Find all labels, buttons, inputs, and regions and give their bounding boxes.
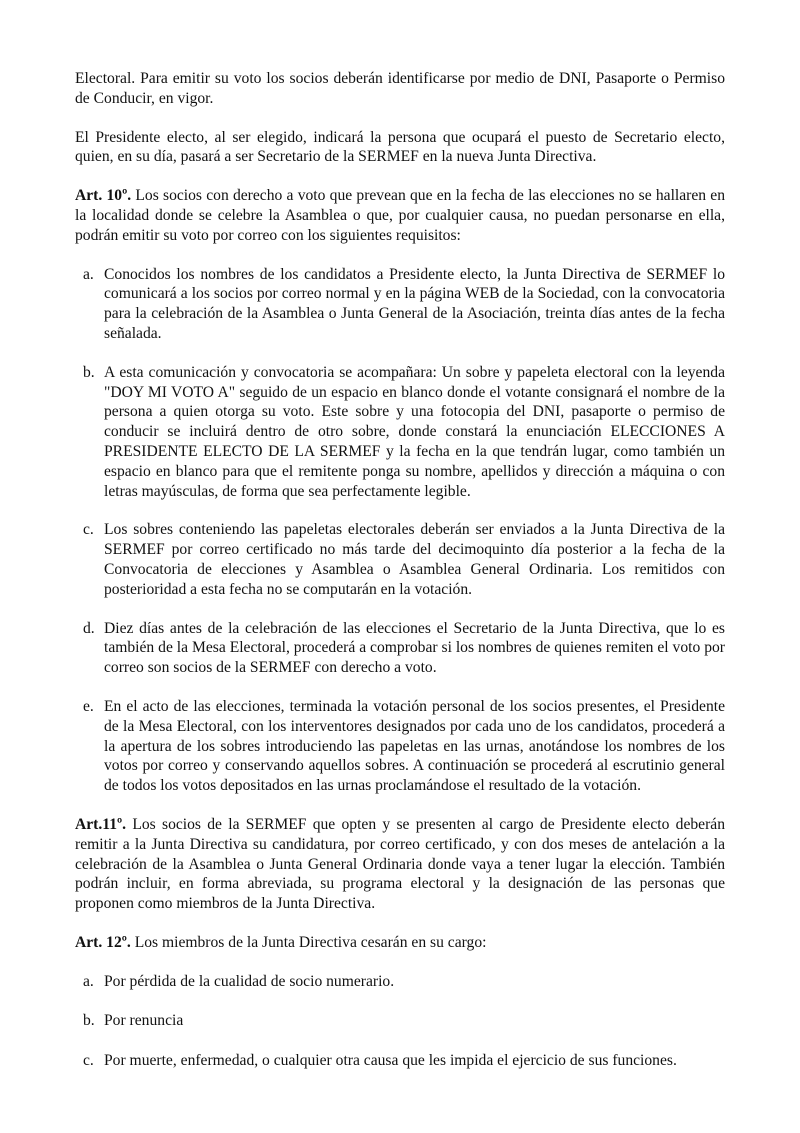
list-item-text: Los sobres conteniendo las papeletas electorales deberán ser enviados a la Junta Directiva de la SERMEF por correo certificado no más tarde del decimoquinto día posterior a la fecha de la Convocatoria de elecciones y Asamblea o Asamblea General Ordinaria. Los remitidos con posterioridad a esta fecha no se computarán en la votación.: [104, 521, 725, 598]
article-12-text: Los miembros de la Junta Directiva cesarán en su cargo:: [130, 933, 487, 951]
list-marker: b.: [83, 1012, 95, 1030]
article-10-list: [75, 265, 725, 796]
list-marker: d.: [83, 619, 95, 637]
list-item-text: Por muerte, enfermedad, o cualquier otra causa que les impida el ejercicio de sus funciones.: [104, 1052, 677, 1070]
list-item-text: Por pérdida de la cualidad de socio numerario.: [104, 972, 395, 990]
article-10-label: Art. 10º.: [75, 187, 132, 205]
list-item-text: En el acto de las elecciones, terminada la votación personal de los socios presentes, el Presidente de la Mesa Electoral, con los interventores designados por cada uno de los candidatos, procederá a la apertura de los sobres introduciendo las papeletas en las urnas, anotándose los nombres de los votos por correo y conservando aquellos sobres. A continuación se procederá al escrutinio general de todos los votos depositados en las urnas proclamándose el resultado de la votación.: [104, 697, 725, 795]
list-item: [75, 265, 725, 344]
list-marker: a.: [83, 972, 94, 990]
article-11-text: Los socios de la SERMEF que opten y se presenten al cargo de Presidente electo deberán remitir a la Junta Directiva su candidatura, por correo certificado, y con dos meses de antelación a la celebración de la Asamblea o Junta General Ordinaria donde vaya a tener lugar la elección. También podrán incluir, en forma abreviada, su programa electoral y la designación de las personas que proponen como miembros de la Junta Directiva.: [75, 815, 725, 913]
list-item-text: Conocidos los nombres de los candidatos a Presidente electo, la Junta Directiva de SERMEF lo comunicará a los socios por correo normal y en la página WEB de la Sociedad, con la convocatoria para la celebración de la Asamblea o Junta General de la Asociación, treinta días antes de la fecha señalada.: [104, 265, 725, 342]
article-12-label: Art. 12º.: [75, 933, 131, 951]
list-marker: c.: [83, 521, 94, 539]
list-item: [75, 363, 725, 502]
list-marker: c.: [83, 1052, 94, 1070]
list-item: [75, 697, 725, 796]
paragraph-electoral-id: Electoral. Para emitir su voto los socios deberán identificarse por medio de DNI, Pasaporte o Permiso de Conducir, en vigor.: [75, 70, 725, 107]
paragraph-secretary: El Presidente electo, al ser elegido, indicará la persona que ocupará el puesto de Secretario electo, quien, en su día, pasará a ser Secretario de la SERMEF en la nueva Junta Directiva.: [75, 128, 725, 166]
article-10-intro: [75, 186, 725, 245]
list-item: [75, 619, 725, 678]
list-item-text: A esta comunicación y convocatoria se acompañara: Un sobre y papeleta electoral con la leyenda "DOY MI VOTO A" seguido de un espacio en blanco donde el votante consignará el nombre de la persona a quien otorga su voto. Este sobre y una fotocopia del DNI, pasaporte o permiso de conducir se incluirá dentro de otro sobre, donde constará la enunciación ELECCIONES A PRESIDENTE ELECTO DE LA SERMEF y la fecha en la que tendrán lugar, como también un espacio en blanco para que el remitente ponga su nombre, apellidos y dirección a máquina o con letras mayúsculas, de forma que sea perfectamente legible.: [104, 363, 725, 500]
document-page: [75, 69, 725, 1090]
list-marker: e.: [83, 697, 94, 715]
list-item-text: Diez días antes de la celebración de las elecciones el Secretario de la Junta Directiva, que lo es también de la Mesa Electoral, procederá a comprobar si los nombres de quienes remiten el voto por correo son socios de la SERMEF con derecho a voto.: [104, 619, 725, 677]
article-12-intro: [75, 933, 725, 953]
article-11: [75, 815, 725, 914]
list-item: [75, 972, 725, 992]
list-marker: b.: [83, 363, 95, 381]
list-marker: a.: [83, 265, 94, 283]
list-item: [75, 1051, 725, 1071]
article-10-text: Los socios con derecho a voto que prevean que en la fecha de las elecciones no se hallaren en la localidad donde se celebre la Asamblea o que, por cualquier causa, no puedan personarse en ella, podrán emitir su voto por correo con los siguientes requisitos:: [75, 187, 726, 244]
article-11-label: Art.11º.: [75, 815, 127, 833]
list-item-text: Por renuncia: [104, 1012, 184, 1030]
list-item: [75, 520, 725, 599]
article-12-list: [75, 972, 725, 1071]
list-item: [75, 1011, 725, 1031]
